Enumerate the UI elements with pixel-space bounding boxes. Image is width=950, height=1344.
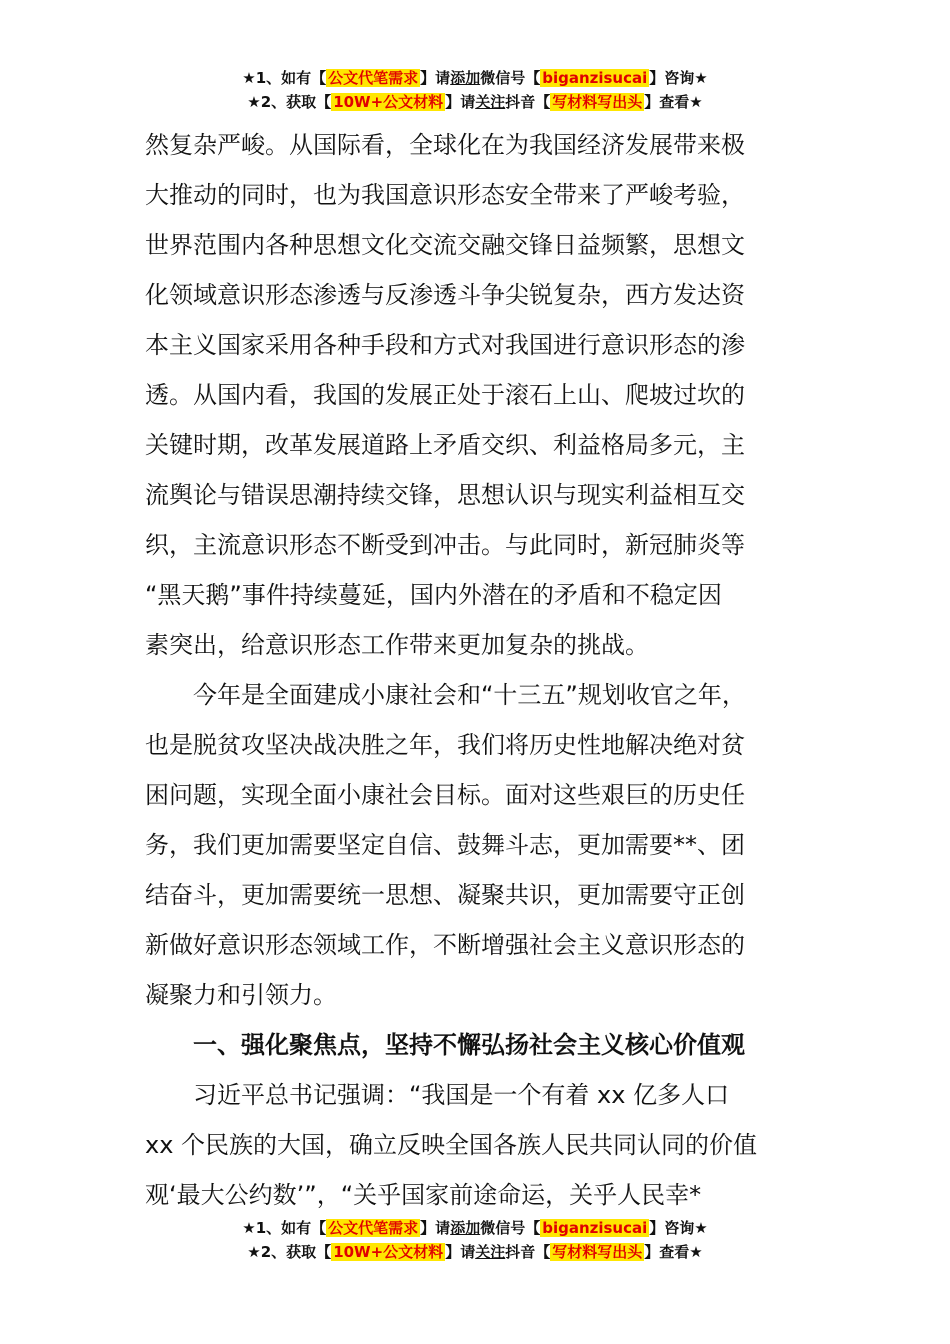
banner-text: 】咨询★	[649, 69, 708, 87]
banner-text: 】请	[445, 1243, 476, 1261]
banner-text: 】请	[445, 93, 476, 111]
body-line: 习近平总书记强调：“我国是一个有着 xx 亿多人口	[145, 1081, 730, 1109]
body-line: xx 个民族的大国，确立反映全国各族人民共同认同的价值	[145, 1131, 758, 1159]
banner-emphasis: 添加	[450, 1219, 481, 1237]
body-line: 关键时期，改革发展道路上矛盾交织、利益格局多元，主	[145, 431, 745, 459]
body-line: 透。从国内看，我国的发展正处于滚石上山、爬坡过坎的	[145, 381, 745, 409]
highlight-materials: 10W+公文材料	[333, 1243, 444, 1261]
body-line: 化领域意识形态渗透与反渗透斗争尖锐复杂，西方发达资	[145, 281, 745, 309]
highlight-service: 公文代笔需求	[328, 1219, 419, 1237]
banner-text: ★2、获取【	[247, 93, 332, 111]
banner-text: ★2、获取【	[247, 1243, 332, 1261]
banner-text: 】查看★	[644, 1243, 703, 1261]
body-line: 素突出，给意识形态工作带来更加复杂的挑战。	[145, 631, 649, 659]
banner-text: ★1、如有【	[242, 69, 327, 87]
banner-text: 抖音【	[505, 93, 551, 111]
body-line: 然复杂严峻。从国际看，全球化在为我国经济发展带来极	[145, 131, 745, 159]
banner-line-1	[0, 66, 950, 90]
banner-line-2	[0, 1240, 950, 1264]
banner-text: 微信号【	[480, 69, 541, 87]
banner-emphasis: 关注	[475, 1243, 506, 1261]
body-line: 也是脱贫攻坚决战决胜之年，我们将历史性地解决绝对贫	[145, 731, 745, 759]
body-line: 大推动的同时，也为我国意识形态安全带来了严峻考验，	[145, 181, 745, 209]
banner-text: 】查看★	[644, 93, 703, 111]
body-line: 新做好意识形态领域工作，不断增强社会主义意识形态的	[145, 931, 745, 959]
highlight-materials: 10W+公文材料	[333, 93, 444, 111]
highlight-wechat-id: biganzisucai	[542, 1219, 648, 1237]
banner-text: ★1、如有【	[242, 1219, 327, 1237]
body-line: 织，主流意识形态不断受到冲击。与此同时，新冠肺炎等	[145, 531, 745, 559]
section-heading: 一、强化聚焦点，坚持不懈弘扬社会主义核心价值观	[145, 1031, 745, 1059]
banner-text: 】请	[420, 1219, 451, 1237]
body-line: 凝聚力和引领力。	[145, 981, 337, 1009]
banner-text: 】咨询★	[649, 1219, 708, 1237]
body-line: 困问题，实现全面小康社会目标。面对这些艰巨的历史任	[145, 781, 745, 809]
banner-text: 微信号【	[480, 1219, 541, 1237]
body-line: 务，我们更加需要坚定自信、鼓舞斗志，更加需要**、团	[145, 831, 745, 859]
banner-emphasis: 添加	[450, 69, 481, 87]
document-body	[145, 120, 815, 1220]
body-line: 本主义国家采用各种手段和方式对我国进行意识形态的渗	[145, 331, 745, 359]
banner-text: 】请	[420, 69, 451, 87]
highlight-service: 公文代笔需求	[328, 69, 419, 87]
banner-emphasis: 关注	[475, 93, 506, 111]
highlight-douyin-account: 写材料写出头	[552, 93, 643, 111]
body-line: “黑天鹅”事件持续蔓延，国内外潜在的矛盾和不稳定因	[145, 581, 722, 609]
body-line: 流舆论与错误思潮持续交锋，思想认识与现实利益相互交	[145, 481, 745, 509]
body-line: 今年是全面建成小康社会和“十三五”规划收官之年，	[145, 681, 746, 709]
body-line: 观‘最大公约数’”，“关乎国家前途命运，关乎人民幸*	[145, 1181, 702, 1209]
body-line: 结奋斗，更加需要统一思想、凝聚共识，更加需要守正创	[145, 881, 745, 909]
bottom-banner	[0, 1216, 950, 1264]
banner-text: 抖音【	[505, 1243, 551, 1261]
highlight-wechat-id: biganzisucai	[542, 69, 648, 87]
banner-line-2	[0, 90, 950, 114]
banner-line-1	[0, 1216, 950, 1240]
body-line: 世界范围内各种思想文化交流交融交锋日益频繁，思想文	[145, 231, 745, 259]
highlight-douyin-account: 写材料写出头	[552, 1243, 643, 1261]
top-banner	[0, 66, 950, 114]
